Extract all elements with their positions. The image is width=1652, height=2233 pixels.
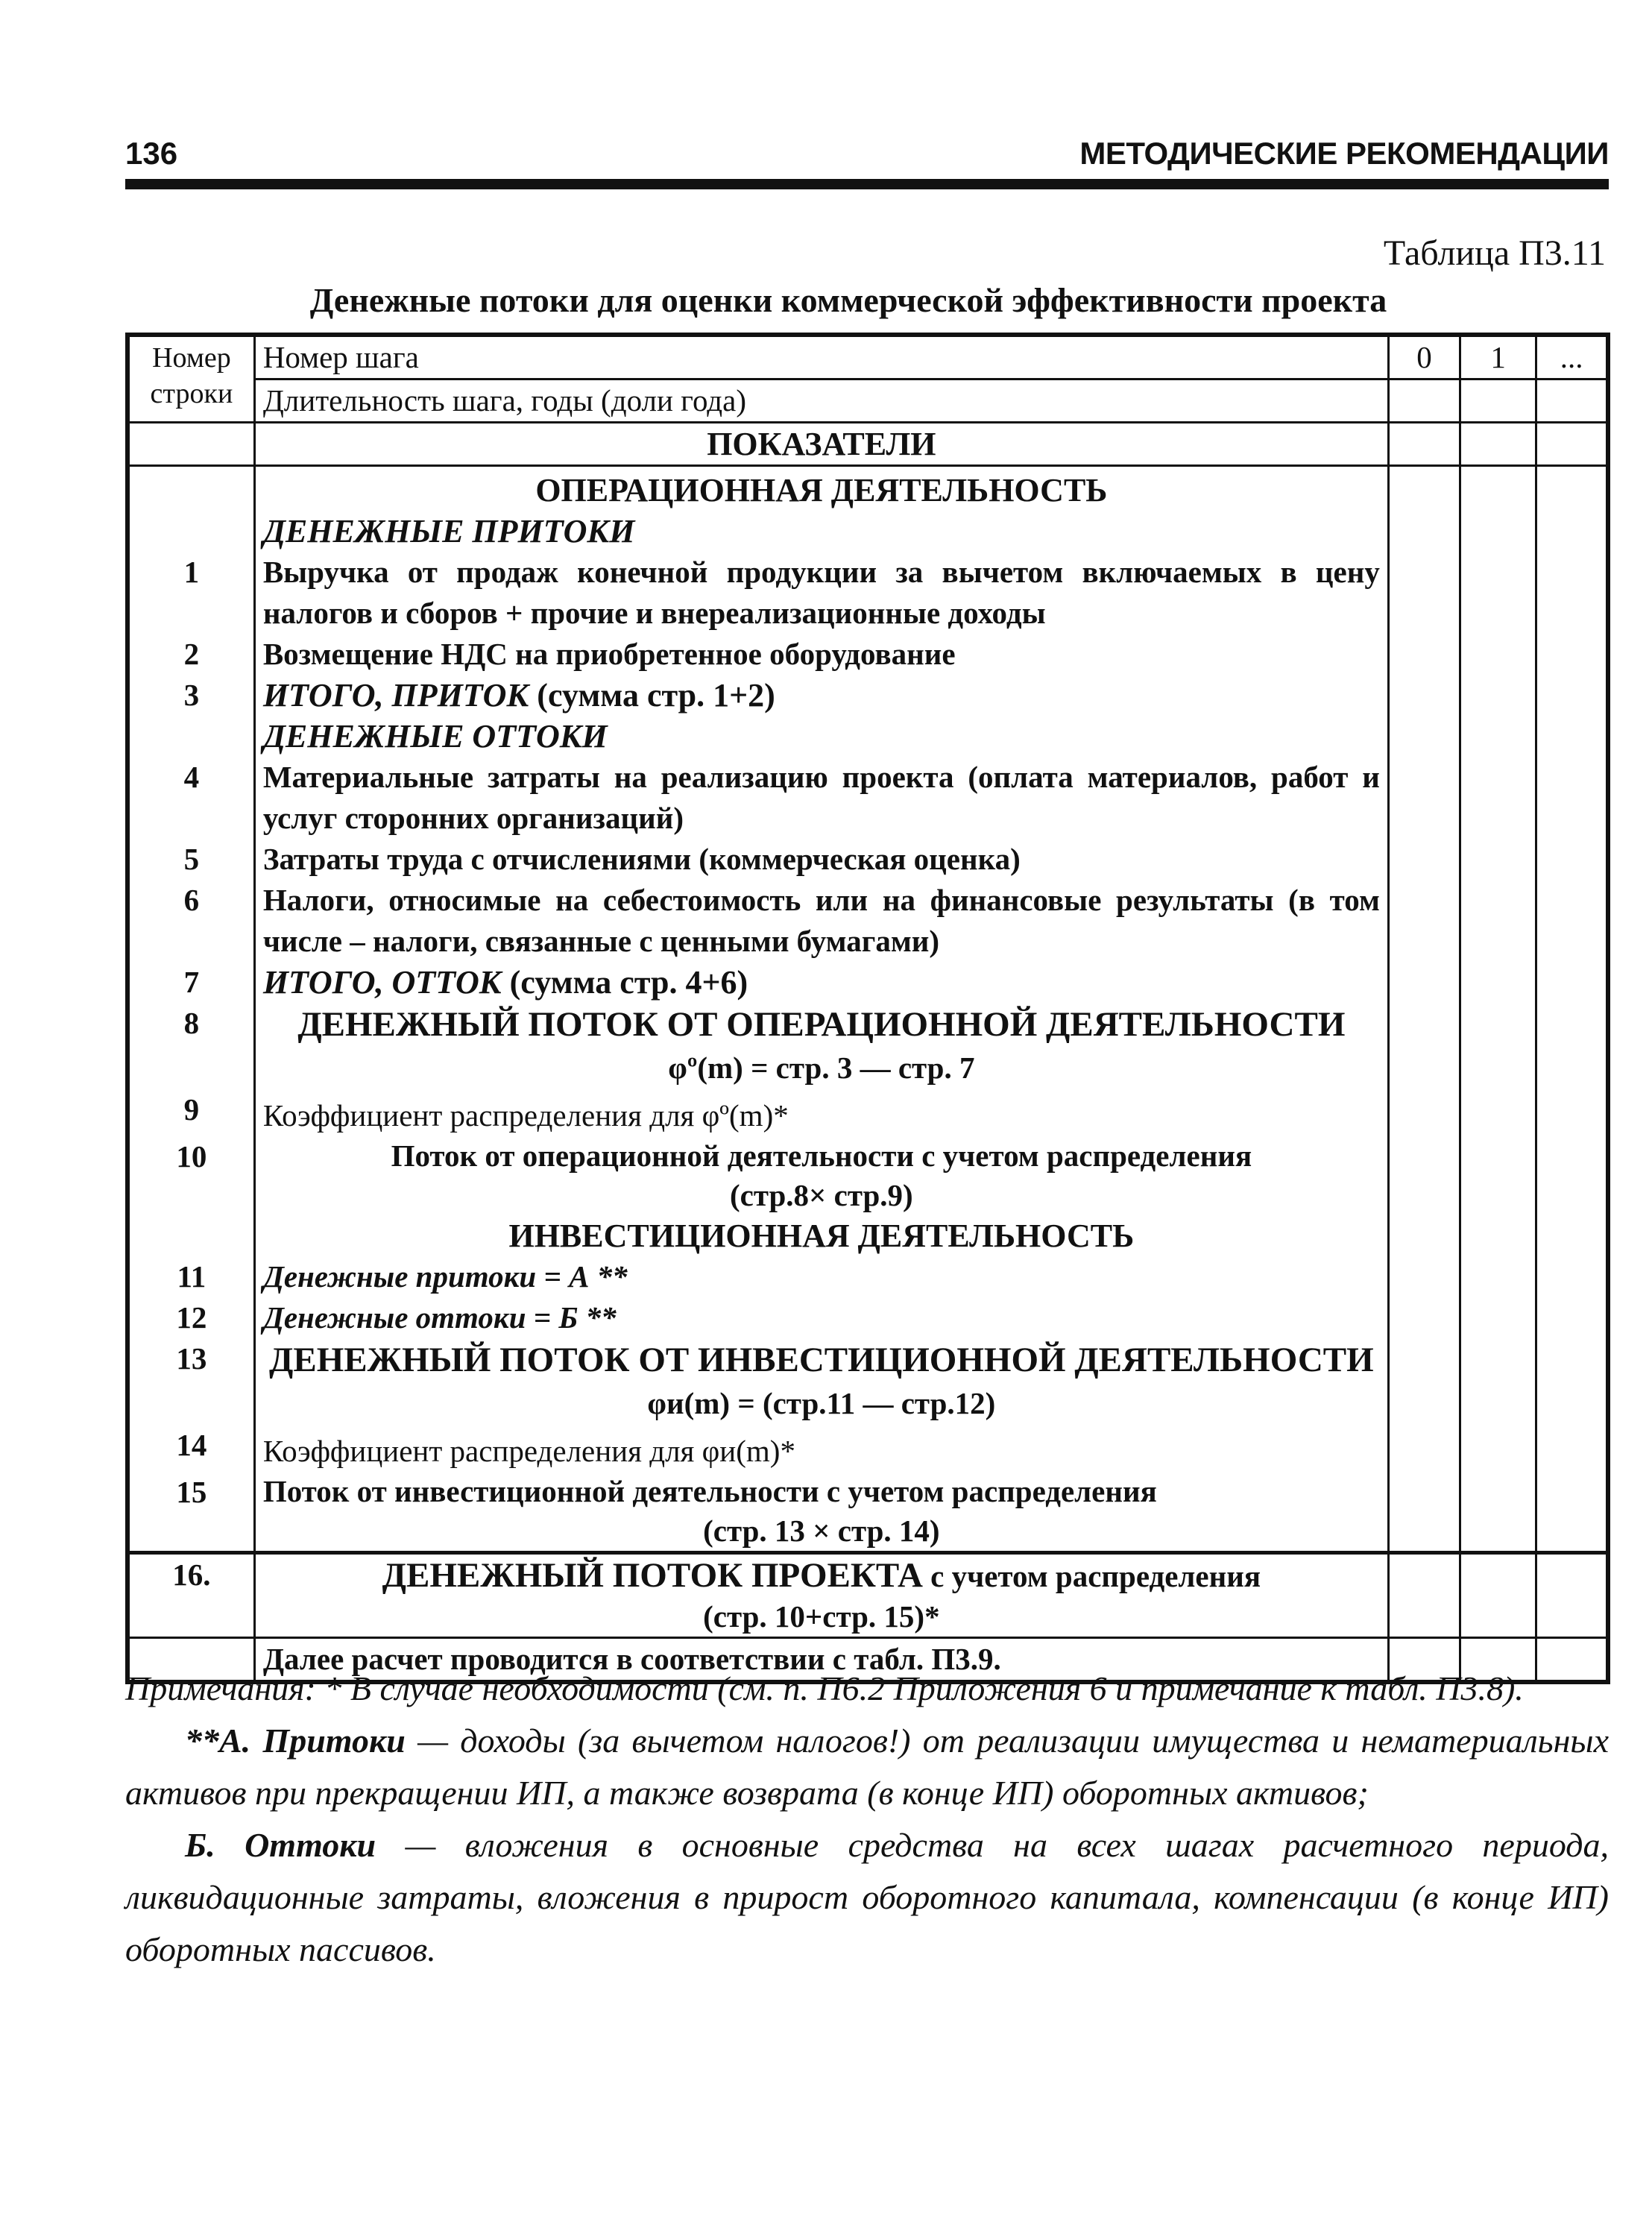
row-text-rest: с учетом распределения bbox=[922, 1559, 1261, 1593]
cell bbox=[1460, 423, 1536, 466]
cell bbox=[1388, 675, 1460, 716]
table-row bbox=[127, 1256, 1608, 1297]
cell bbox=[1388, 511, 1460, 552]
cell bbox=[127, 511, 254, 552]
cell bbox=[1460, 1297, 1536, 1338]
row-formula: (стр.8× стр.9) bbox=[730, 1178, 913, 1212]
row-formula: (стр. 10+стр. 15)* bbox=[703, 1599, 940, 1634]
row-number: 3 bbox=[127, 675, 254, 716]
row-text bbox=[254, 1553, 1388, 1638]
cell bbox=[1536, 1256, 1608, 1297]
row-heading: Поток от операционной деятельности с учетом распределения bbox=[391, 1138, 1252, 1173]
row-number: 9 bbox=[127, 1089, 254, 1136]
indicators-row bbox=[127, 423, 1608, 466]
table-row bbox=[127, 839, 1608, 880]
cell bbox=[1536, 1297, 1608, 1338]
step-number-label: Номер шага bbox=[254, 335, 1388, 379]
row-text bbox=[254, 962, 1388, 1003]
note-2 bbox=[125, 1715, 1609, 1819]
row-number: 10 bbox=[127, 1136, 254, 1215]
cell bbox=[1388, 379, 1460, 423]
cell bbox=[127, 466, 254, 511]
table-row bbox=[127, 880, 1608, 962]
row-text: Выручка от продаж конечной продукции за вычетом включаемых в цену налогов и сборов + прочие и внереализационные доходы bbox=[254, 552, 1388, 634]
table-row bbox=[127, 552, 1608, 634]
note-1: Примечания: * В случае необходимости (см. п. П6.2 Приложения 6 и примечание к табл. П3.8). bbox=[125, 1669, 1524, 1707]
cell bbox=[1536, 1338, 1608, 1425]
cell bbox=[1460, 675, 1536, 716]
note-3-body: — вложения в основные средства на всех шагах расчетного периода, ликвидационные затраты, вложения в прирост оборотного капитала, компенсации (в конце ИП) оборотных пассивов. bbox=[125, 1826, 1609, 1968]
cell bbox=[1388, 839, 1460, 880]
cell bbox=[1388, 716, 1460, 757]
cell bbox=[1536, 757, 1608, 839]
cell bbox=[1460, 1472, 1536, 1553]
page-number: 136 bbox=[125, 136, 178, 171]
duration-row bbox=[127, 379, 1608, 423]
row-text-emphasis: ИТОГО, ПРИТОК bbox=[262, 677, 529, 714]
cell bbox=[1536, 379, 1608, 423]
cell bbox=[1388, 757, 1460, 839]
row-text: Налоги, относимые на себестоимость или на финансовые результаты (в том числе – налоги, связанные с ценными бумагами) bbox=[254, 880, 1388, 962]
table-row bbox=[127, 1136, 1608, 1215]
indicators-heading: ПОКАЗАТЕЛИ bbox=[254, 423, 1388, 466]
table-row bbox=[127, 716, 1608, 757]
cash-outflows-heading: ДЕНЕЖНЫЕ ОТТОКИ bbox=[254, 716, 1388, 757]
cell bbox=[127, 423, 254, 466]
row-number: 14 bbox=[127, 1425, 254, 1472]
row-text bbox=[254, 1003, 1388, 1089]
cell bbox=[1460, 1089, 1536, 1136]
cell bbox=[1536, 880, 1608, 962]
cell bbox=[1460, 634, 1536, 675]
row-heading: ДЕНЕЖНЫЙ ПОТОК ОТ ИНВЕСТИЦИОННОЙ ДЕЯТЕЛЬНОСТИ bbox=[269, 1341, 1374, 1379]
cell bbox=[1536, 466, 1608, 511]
cell bbox=[127, 1215, 254, 1256]
cell bbox=[1460, 1215, 1536, 1256]
table-row bbox=[127, 675, 1608, 716]
cash-flow-table bbox=[125, 333, 1610, 1684]
cell bbox=[1460, 1338, 1536, 1425]
row-text bbox=[254, 675, 1388, 716]
row-formula: φи(m) = (стр.11 — стр.12) bbox=[647, 1386, 996, 1420]
cell bbox=[1536, 1215, 1608, 1256]
cell bbox=[1388, 1425, 1460, 1472]
table-row bbox=[127, 1089, 1608, 1136]
cell bbox=[1460, 466, 1536, 511]
cell bbox=[1460, 1256, 1536, 1297]
cell bbox=[1388, 423, 1460, 466]
cash-inflows-heading: ДЕНЕЖНЫЕ ПРИТОКИ bbox=[254, 511, 1388, 552]
row-formula: (стр. 13 × стр. 14) bbox=[703, 1514, 940, 1548]
row-text: Коэффициент распределения для φи(m)* bbox=[254, 1425, 1388, 1472]
row-number: 8 bbox=[127, 1003, 254, 1089]
row-text bbox=[254, 1472, 1388, 1553]
cell bbox=[1388, 1553, 1460, 1638]
cell bbox=[1460, 511, 1536, 552]
table-row bbox=[127, 1553, 1608, 1638]
table-row bbox=[127, 466, 1608, 511]
cell bbox=[1460, 716, 1536, 757]
table-row bbox=[127, 1003, 1608, 1089]
table-row bbox=[127, 1472, 1608, 1553]
cell bbox=[1536, 1136, 1608, 1215]
cell bbox=[1388, 1089, 1460, 1136]
cell bbox=[1388, 880, 1460, 962]
step-more: ... bbox=[1536, 335, 1608, 379]
row-number: 6 bbox=[127, 880, 254, 962]
cell bbox=[1460, 839, 1536, 880]
cell bbox=[1460, 1003, 1536, 1089]
running-title: МЕТОДИЧЕСКИЕ РЕКОМЕНДАЦИИ bbox=[1079, 136, 1609, 171]
cell bbox=[1388, 1215, 1460, 1256]
row-number: 12 bbox=[127, 1297, 254, 1338]
note-3-head: Б. Оттоки bbox=[185, 1826, 376, 1864]
cell bbox=[1460, 880, 1536, 962]
step-duration-label: Длительность шага, годы (доли года) bbox=[254, 379, 1388, 423]
row-heading bbox=[263, 1555, 1380, 1597]
cell bbox=[1388, 466, 1460, 511]
cell bbox=[1460, 757, 1536, 839]
row-heading: ДЕНЕЖНЫЙ ПОТОК ОТ ОПЕРАЦИОННОЙ ДЕЯТЕЛЬНОСТИ bbox=[297, 1005, 1346, 1044]
table-row bbox=[127, 634, 1608, 675]
cell bbox=[1460, 1553, 1536, 1638]
cell bbox=[127, 716, 254, 757]
table-title: Денежные потоки для оценки коммерческой эффективности проекта bbox=[309, 281, 1387, 319]
cell bbox=[1536, 552, 1608, 634]
cell bbox=[1536, 962, 1608, 1003]
row-heading: Поток от инвестиционной деятельности с учетом распределения bbox=[262, 1474, 1157, 1508]
notes bbox=[125, 1663, 1609, 1976]
cell bbox=[1536, 1472, 1608, 1553]
cell bbox=[1388, 552, 1460, 634]
table-label: Таблица П3.11 bbox=[1383, 233, 1606, 273]
cell bbox=[1388, 1338, 1460, 1425]
table-row bbox=[127, 511, 1608, 552]
cell bbox=[1460, 1425, 1536, 1472]
row-number: 7 bbox=[127, 962, 254, 1003]
cell bbox=[1536, 839, 1608, 880]
final-note: Далее расчет проводится в соответствии с табл. П3.9. bbox=[254, 1638, 1388, 1683]
row-number-header bbox=[127, 335, 254, 423]
row-text-rest: (сумма стр. 4+6) bbox=[501, 964, 748, 1001]
row-text: Затраты труда с отчислениями (коммерческая оценка) bbox=[254, 839, 1388, 880]
note-2-head: **А. Притоки bbox=[185, 1722, 406, 1760]
row-text: Денежные оттоки = Б ** bbox=[254, 1297, 1388, 1338]
row-text-emphasis: ИТОГО, ОТТОК bbox=[262, 964, 502, 1001]
table-row bbox=[127, 962, 1608, 1003]
investment-activity-heading: ИНВЕСТИЦИОННАЯ ДЕЯТЕЛЬНОСТЬ bbox=[254, 1215, 1388, 1256]
cell bbox=[1460, 1136, 1536, 1215]
header-rule bbox=[125, 179, 1609, 189]
row-number: 5 bbox=[127, 839, 254, 880]
row-text bbox=[254, 1338, 1388, 1425]
row-formula: φº(m) = стр. 3 — стр. 7 bbox=[668, 1051, 975, 1085]
row-number: 13 bbox=[127, 1338, 254, 1425]
cell bbox=[1536, 1425, 1608, 1472]
note-3 bbox=[125, 1819, 1609, 1976]
cell bbox=[1460, 962, 1536, 1003]
row-text: Материальные затраты на реализацию проекта (оплата материалов, работ и услуг сторонних организаций) bbox=[254, 757, 1388, 839]
row-number-header-line1: Номер bbox=[152, 342, 231, 374]
cell bbox=[1388, 1136, 1460, 1215]
cell bbox=[1536, 1553, 1608, 1638]
table-header-row bbox=[127, 335, 1608, 379]
step-1: 1 bbox=[1460, 335, 1536, 379]
cell bbox=[1536, 1089, 1608, 1136]
cell bbox=[1536, 716, 1608, 757]
cell bbox=[1536, 634, 1608, 675]
row-number: 2 bbox=[127, 634, 254, 675]
row-number: 16. bbox=[127, 1553, 254, 1638]
page-header bbox=[125, 128, 1609, 183]
cell bbox=[1460, 552, 1536, 634]
table-row bbox=[127, 1297, 1608, 1338]
row-text-rest: (сумма стр. 1+2) bbox=[529, 677, 775, 714]
operating-activity-heading: ОПЕРАЦИОННАЯ ДЕЯТЕЛЬНОСТЬ bbox=[254, 466, 1388, 511]
cell bbox=[1536, 675, 1608, 716]
row-text: Денежные притоки = А ** bbox=[254, 1256, 1388, 1297]
note-2-body: — доходы (за вычетом налогов!) от реализации имущества и нематериальных активов при прекращении ИП, а также возврата (в конце ИП) оборотных активов; bbox=[125, 1722, 1609, 1812]
row-text: Коэффициент распределения для φº(m)* bbox=[254, 1089, 1388, 1136]
cell bbox=[1536, 1003, 1608, 1089]
row-number: 1 bbox=[127, 552, 254, 634]
row-number: 11 bbox=[127, 1256, 254, 1297]
row-number-header-line2: строки bbox=[150, 378, 233, 409]
row-text bbox=[254, 1136, 1388, 1215]
table-row bbox=[127, 1215, 1608, 1256]
cell bbox=[1536, 511, 1608, 552]
cell bbox=[1536, 423, 1608, 466]
row-text: Возмещение НДС на приобретенное оборудование bbox=[254, 634, 1388, 675]
cell bbox=[1388, 1297, 1460, 1338]
cell bbox=[1388, 962, 1460, 1003]
cell bbox=[1388, 1472, 1460, 1553]
table-row bbox=[127, 757, 1608, 839]
cell bbox=[1460, 379, 1536, 423]
row-number: 15 bbox=[127, 1472, 254, 1553]
table-row bbox=[127, 1338, 1608, 1425]
cell bbox=[1388, 1003, 1460, 1089]
cell bbox=[1388, 1256, 1460, 1297]
row-text-emphasis: ДЕНЕЖНЫЙ ПОТОК ПРОЕКТА bbox=[382, 1556, 923, 1595]
table-row bbox=[127, 1425, 1608, 1472]
cell bbox=[1388, 634, 1460, 675]
row-number: 4 bbox=[127, 757, 254, 839]
step-0: 0 bbox=[1388, 335, 1460, 379]
